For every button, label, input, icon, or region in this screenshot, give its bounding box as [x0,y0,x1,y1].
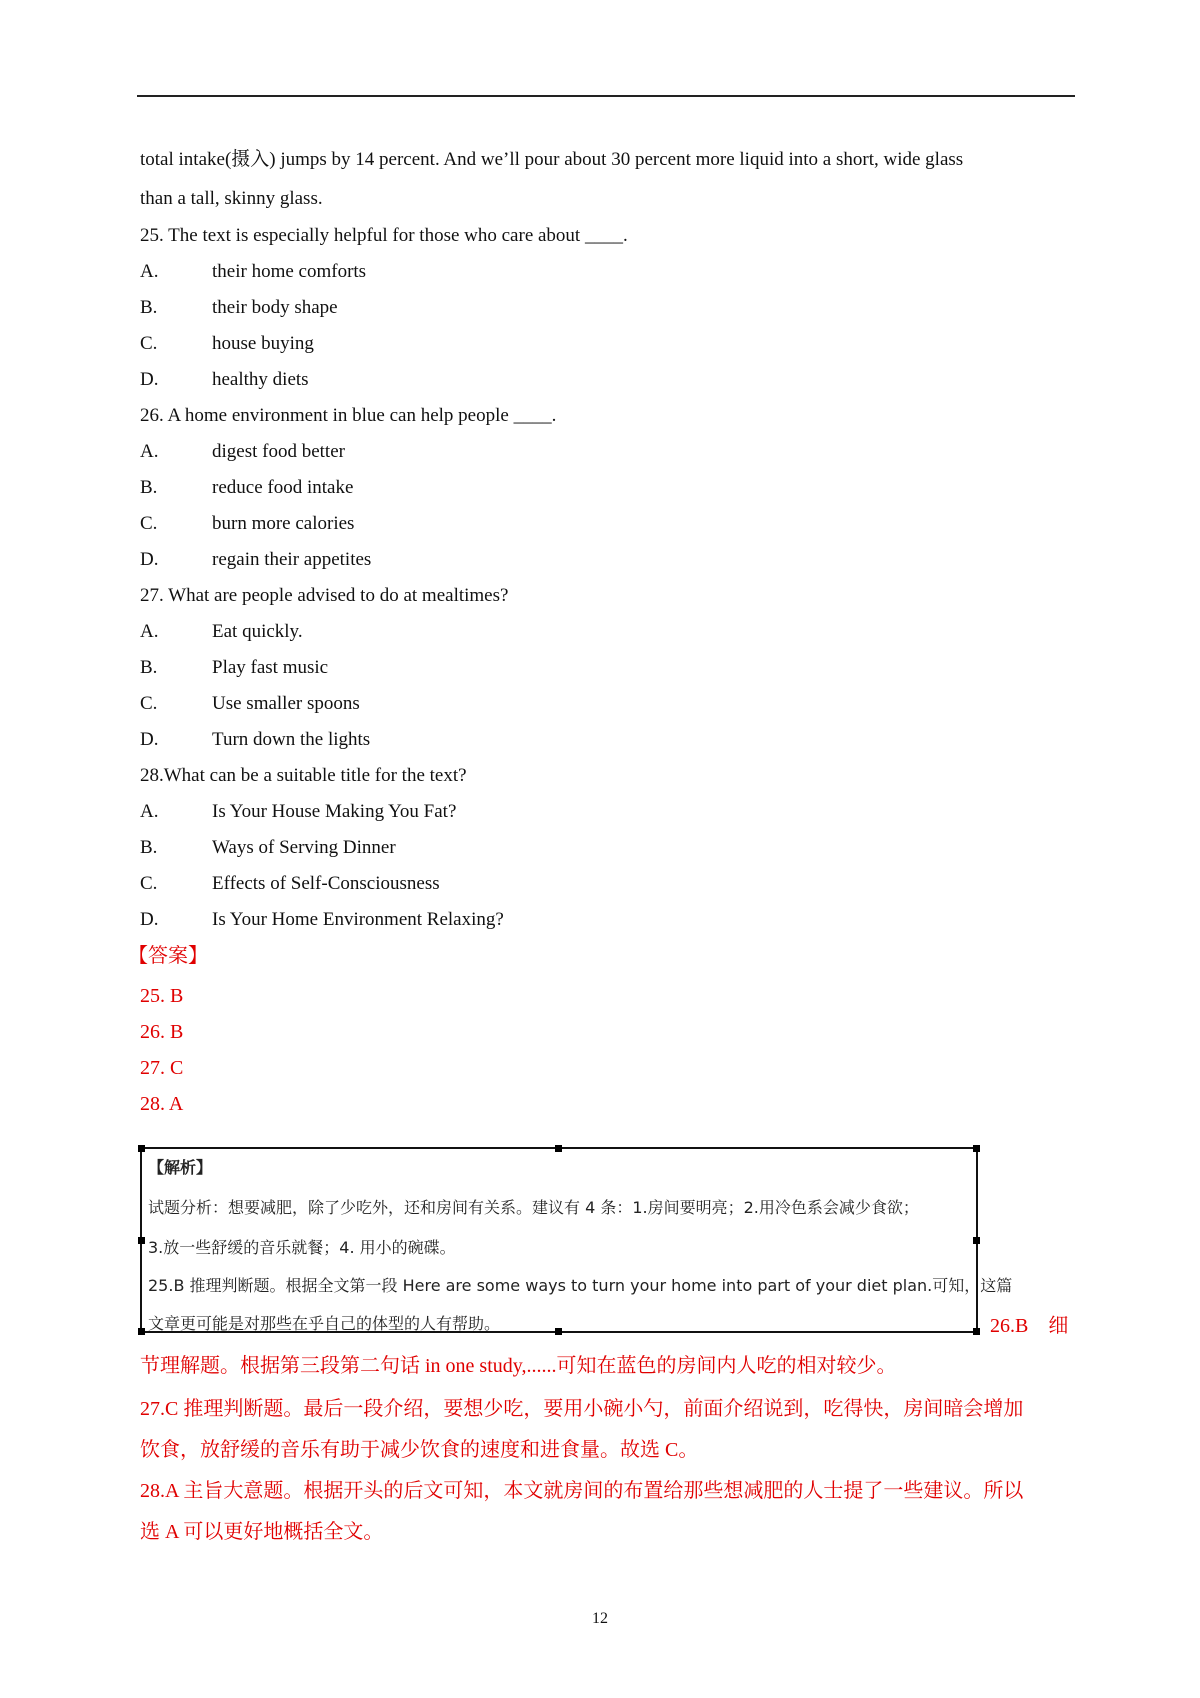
option-letter: A. [140,801,159,822]
option-letter: A. [140,621,159,642]
option-text: their home comforts [212,261,367,282]
analysis-line: 3.放一些舒缓的音乐就餐；4. 用小的碗碟。 [148,1238,456,1257]
option-text: Effects of Self-Consciousness [212,873,440,894]
resize-handle [973,1328,980,1335]
analysis-image-box [140,1147,1013,1333]
question-25-stem: 25. The text is especially helpful for those who care about ____. [140,225,628,246]
option-letter: C. [140,873,158,894]
option-text: Ways of Serving Dinner [212,837,396,858]
explanation-26-head: 26.B 细 [990,1315,1069,1337]
option-letter: B. [140,297,158,318]
option-text: digest food better [212,441,345,462]
intro-line-2: than a tall, skinny glass. [140,188,323,209]
explanation-26-tail: 节理解题。根据第三段第二句话 in one study,......可知在蓝色的房间内人吃的相对较少。 [140,1355,897,1377]
resize-handle [138,1237,145,1244]
option-text: Use smaller spoons [212,693,360,714]
option-letter: D. [140,369,159,390]
option-letter: B. [140,657,158,678]
intro-line-1: total intake(摄入) jumps by 14 percent. And we’ll pour about 30 percent more liquid into a short, wide glass [140,149,964,170]
option-letter: B. [140,477,158,498]
option-text: burn more calories [212,513,355,534]
option-text: Eat quickly. [212,621,303,642]
answer-heading: 【答案】 [128,945,208,967]
resize-handle [555,1328,562,1335]
option-letter: C. [140,513,158,534]
analysis-line: 文章更可能是对那些在乎自己的体型的人有帮助。 [148,1314,501,1333]
explanation-28-line1: 28.A 主旨大意题。根据开头的后文可知，本文就房间的布置给那些想减肥的人士提了一些建议。所以 [140,1480,1024,1502]
option-letter: C. [140,693,158,714]
page-number: 12 [592,1610,608,1627]
question-28-stem: 28.What can be a suitable title for the text? [140,765,467,786]
analysis-line: 试题分析：想要减肥，除了少吃外，还和房间有关系。建议有 4 条：1.房间要明亮；2.用冷色系会减少食欲； [148,1198,919,1217]
answer-item: 28. A [140,1093,184,1115]
analysis-heading: 【解析】 [148,1158,213,1177]
option-text: house buying [212,333,314,354]
option-text: reduce food intake [212,477,354,498]
option-letter: C. [140,333,158,354]
option-letter: D. [140,549,159,570]
option-text: Is Your Home Environment Relaxing? [212,909,504,930]
option-letter: B. [140,837,158,858]
option-text: regain their appetites [212,549,372,570]
option-text: their body shape [212,297,338,318]
option-text: Play fast music [212,657,329,678]
analysis-line: 25.B 推理判断题。根据全文第一段 Here are some ways to turn your home into part of your diet plan.可知，这篇 [148,1276,1013,1295]
resize-handle [555,1145,562,1152]
question-26-stem: 26. A home environment in blue can help people ____. [140,405,557,426]
option-letter: D. [140,909,159,930]
resize-handle [138,1145,145,1152]
option-text: Turn down the lights [212,729,371,750]
explanation-28-line2: 选 A 可以更好地概括全文。 [140,1521,384,1543]
option-text: Is Your House Making You Fat? [212,801,457,822]
option-letter: D. [140,729,159,750]
answer-item: 27. C [140,1057,184,1079]
answer-item: 25. B [140,985,184,1007]
explanation-27-line2: 饮食，放舒缓的音乐有助于减少饮食的速度和进食量。故选 C。 [140,1439,699,1461]
resize-handle [973,1237,980,1244]
resize-handle [973,1145,980,1152]
answer-item: 26. B [140,1021,184,1043]
option-letter: A. [140,441,159,462]
question-27-stem: 27. What are people advised to do at mealtimes? [140,585,509,606]
explanation-27-line1: 27.C 推理判断题。最后一段介绍，要想少吃，要用小碗小勺，前面介绍说到，吃得快，房间暗会增加 [140,1398,1024,1420]
option-letter: A. [140,261,159,282]
option-text: healthy diets [212,369,309,390]
header-rule [137,95,1075,97]
resize-handle [138,1328,145,1335]
